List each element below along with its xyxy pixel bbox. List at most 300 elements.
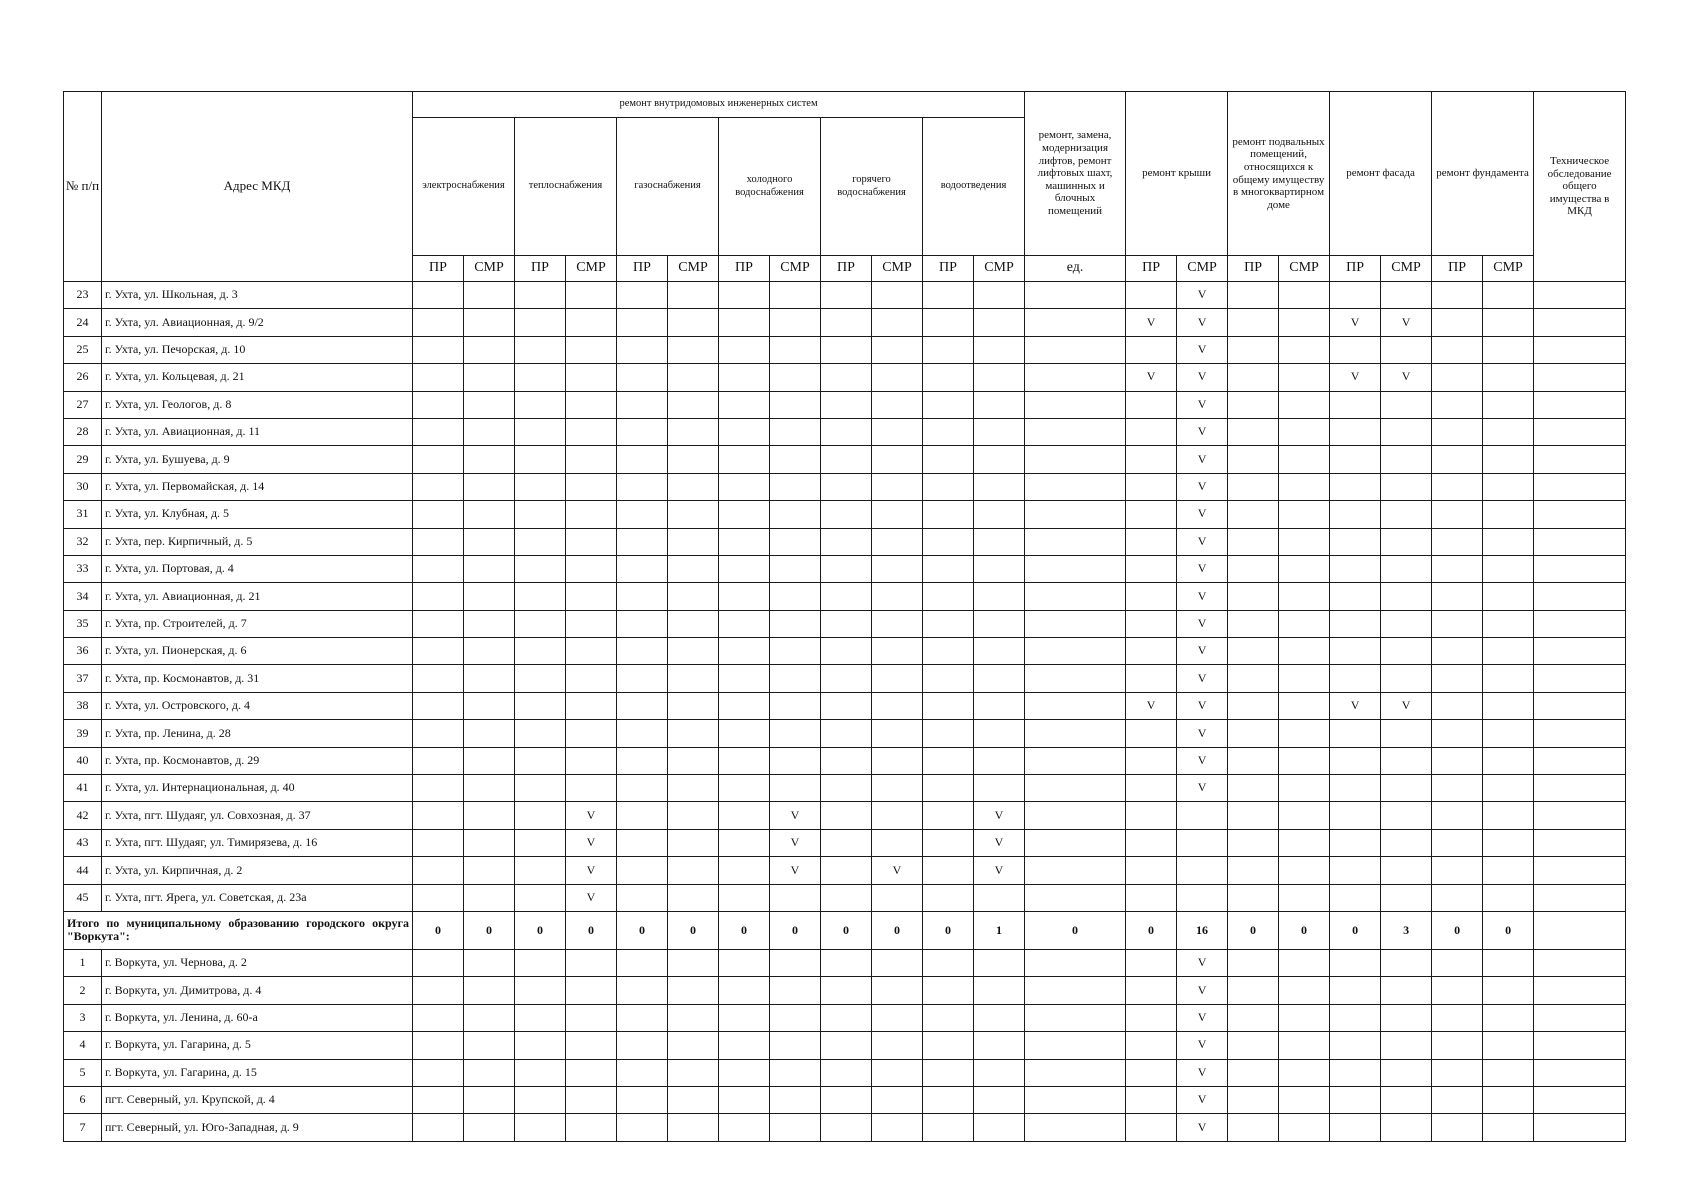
cell-heat-pr <box>515 1086 566 1113</box>
row-number: 35 <box>64 610 102 637</box>
cell-found-smr <box>1483 1114 1534 1141</box>
cell-roof-pr <box>1126 1004 1177 1031</box>
cell-found-smr <box>1483 501 1534 528</box>
cell-heat-pr <box>515 610 566 637</box>
cell-base-smr <box>1279 555 1330 582</box>
cell-survey <box>1534 720 1626 747</box>
cell-cold-pr <box>719 309 770 336</box>
cell-base-pr <box>1228 884 1279 911</box>
cell-hot-pr <box>821 949 872 976</box>
cell-elec-smr <box>464 583 515 610</box>
cell-cold-smr <box>770 1059 821 1086</box>
cell-base-pr <box>1228 1086 1279 1113</box>
cell-hot-pr <box>821 802 872 829</box>
cell-facade-smr <box>1381 418 1432 445</box>
cell-heat-pr <box>515 555 566 582</box>
row-number: 23 <box>64 282 102 309</box>
cell-heat-smr <box>566 282 617 309</box>
cell-hot-pr <box>821 555 872 582</box>
cell-cold-pr <box>719 977 770 1004</box>
cell-base-pr <box>1228 555 1279 582</box>
cell-cold-pr <box>719 446 770 473</box>
cell-base-smr <box>1279 1059 1330 1086</box>
header-facade: ремонт фасада <box>1330 92 1432 256</box>
cell-drain-pr <box>923 282 974 309</box>
cell-gas-smr <box>668 1004 719 1031</box>
cell-base-pr <box>1228 692 1279 719</box>
cell-drain-pr <box>923 1086 974 1113</box>
row-number: 5 <box>64 1059 102 1086</box>
cell-survey <box>1534 336 1626 363</box>
cell-facade-pr <box>1330 501 1381 528</box>
cell-facade-smr <box>1381 555 1432 582</box>
table-row <box>64 1114 1626 1141</box>
cell-drain-smr <box>974 692 1025 719</box>
cell-gas-pr <box>617 446 668 473</box>
cell-lift <box>1025 884 1126 911</box>
cell-roof-smr: V <box>1177 747 1228 774</box>
cell-found-smr <box>1483 1032 1534 1059</box>
table-row <box>64 692 1626 719</box>
header-num: № п/п <box>64 92 102 282</box>
cell-base-pr <box>1228 1004 1279 1031</box>
row-number: 28 <box>64 418 102 445</box>
table-row <box>64 857 1626 884</box>
table-row <box>64 977 1626 1004</box>
cell-drain-pr <box>923 418 974 445</box>
cell-elec-pr <box>413 692 464 719</box>
cell-facade-smr <box>1381 884 1432 911</box>
row-number: 7 <box>64 1114 102 1141</box>
cell-drain-pr <box>923 610 974 637</box>
cell-heat-pr <box>515 364 566 391</box>
cell-elec-pr <box>413 1086 464 1113</box>
cell-drain-smr <box>974 1032 1025 1059</box>
cell-base-smr <box>1279 829 1330 856</box>
cell-gas-pr <box>617 473 668 500</box>
cell-drain-smr <box>974 747 1025 774</box>
cell-heat-smr <box>566 473 617 500</box>
cell-found-pr <box>1432 775 1483 802</box>
cell-facade-pr <box>1330 977 1381 1004</box>
cell-drain-smr <box>974 720 1025 747</box>
cell-gas-pr <box>617 1086 668 1113</box>
cell-heat-smr <box>566 1004 617 1031</box>
cell-found-pr <box>1432 720 1483 747</box>
cell-base-smr <box>1279 364 1330 391</box>
cell-elec-smr <box>464 391 515 418</box>
cell-roof-smr: V <box>1177 638 1228 665</box>
cell-roof-smr <box>1177 884 1228 911</box>
cell-hot-smr <box>872 501 923 528</box>
cell-gas-smr <box>668 364 719 391</box>
cell-base-smr <box>1279 857 1330 884</box>
cell-lift <box>1025 829 1126 856</box>
cell-elec-pr <box>413 857 464 884</box>
cell-drain-pr <box>923 829 974 856</box>
row-address: г. Ухта, пгт. Ярега, ул. Советская, д. 23а <box>102 884 413 911</box>
row-address: г. Ухта, ул. Кольцевая, д. 21 <box>102 364 413 391</box>
cell-heat-pr <box>515 720 566 747</box>
cell-gas-smr <box>668 528 719 555</box>
row-number: 30 <box>64 473 102 500</box>
table-row <box>64 775 1626 802</box>
cell-found-smr <box>1483 775 1534 802</box>
cell-roof-smr: V <box>1177 583 1228 610</box>
row-number: 44 <box>64 857 102 884</box>
cell-hot-pr <box>821 336 872 363</box>
cell-heat-smr <box>566 775 617 802</box>
cell-heat-pr <box>515 775 566 802</box>
header-smr-base: СМР <box>1279 256 1330 282</box>
header-foundation: ремонт фундамента <box>1432 92 1534 256</box>
cell-elec-pr <box>413 1004 464 1031</box>
cell-hot-pr <box>821 977 872 1004</box>
cell-roof-smr <box>1177 857 1228 884</box>
cell-base-smr <box>1279 446 1330 473</box>
cell-lift <box>1025 720 1126 747</box>
cell-drain-pr <box>923 364 974 391</box>
cell-facade-pr <box>1330 1086 1381 1113</box>
cell-drain-smr <box>974 583 1025 610</box>
cell-cold-pr <box>719 1004 770 1031</box>
cell-drain-pr <box>923 336 974 363</box>
cell-hot-smr <box>872 802 923 829</box>
cell-found-pr <box>1432 829 1483 856</box>
cell-drain-smr <box>974 364 1025 391</box>
header-inner-systems: ремонт внутридомовых инженерных систем <box>413 92 1025 118</box>
cell-base-pr <box>1228 1059 1279 1086</box>
cell-gas-smr <box>668 665 719 692</box>
cell-lift <box>1025 391 1126 418</box>
cell-cold-pr <box>719 802 770 829</box>
cell-gas-pr <box>617 1004 668 1031</box>
cell-elec-smr <box>464 692 515 719</box>
cell-elec-pr <box>413 977 464 1004</box>
cell-cold-smr: V <box>770 802 821 829</box>
cell-base-pr <box>1228 501 1279 528</box>
cell-cold-pr <box>719 528 770 555</box>
cell-drain-smr <box>974 555 1025 582</box>
cell-facade-pr <box>1330 446 1381 473</box>
row-address: г. Ухта, пгт. Шудаяг, ул. Совхозная, д. 37 <box>102 802 413 829</box>
cell-cold-smr: V <box>770 829 821 856</box>
total-roof-pr: 0 <box>1126 911 1177 949</box>
cell-hot-smr <box>872 1004 923 1031</box>
cell-lift <box>1025 446 1126 473</box>
cell-elec-smr <box>464 1032 515 1059</box>
cell-drain-smr <box>974 610 1025 637</box>
cell-drain-pr <box>923 555 974 582</box>
cell-cold-smr <box>770 501 821 528</box>
row-number: 39 <box>64 720 102 747</box>
cell-elec-pr <box>413 364 464 391</box>
cell-gas-smr <box>668 1059 719 1086</box>
cell-found-pr <box>1432 282 1483 309</box>
cell-base-pr <box>1228 949 1279 976</box>
header-smr-heat: СМР <box>566 256 617 282</box>
cell-drain-pr <box>923 775 974 802</box>
cell-roof-smr: V <box>1177 282 1228 309</box>
cell-found-smr <box>1483 977 1534 1004</box>
cell-hot-smr <box>872 583 923 610</box>
cell-survey <box>1534 528 1626 555</box>
cell-cold-smr <box>770 638 821 665</box>
cell-roof-smr: V <box>1177 1059 1228 1086</box>
cell-drain-pr <box>923 747 974 774</box>
table-row <box>64 802 1626 829</box>
cell-hot-pr <box>821 747 872 774</box>
row-address: г. Ухта, ул. Авиационная, д. 9/2 <box>102 309 413 336</box>
cell-roof-smr: V <box>1177 1086 1228 1113</box>
row-number: 45 <box>64 884 102 911</box>
cell-roof-pr <box>1126 884 1177 911</box>
cell-lift <box>1025 665 1126 692</box>
total-facade-smr: 3 <box>1381 911 1432 949</box>
cell-cold-pr <box>719 1114 770 1141</box>
cell-roof-pr <box>1126 775 1177 802</box>
cell-elec-pr <box>413 802 464 829</box>
total-label: Итого по муниципальному образованию городского округа "Воркута": <box>64 911 413 949</box>
cell-heat-pr <box>515 884 566 911</box>
cell-drain-smr <box>974 1114 1025 1141</box>
cell-heat-smr <box>566 1059 617 1086</box>
cell-cold-smr <box>770 418 821 445</box>
cell-found-smr <box>1483 747 1534 774</box>
cell-elec-smr <box>464 720 515 747</box>
cell-roof-pr: V <box>1126 364 1177 391</box>
cell-elec-smr <box>464 949 515 976</box>
cell-base-smr <box>1279 720 1330 747</box>
cell-hot-smr <box>872 1114 923 1141</box>
cell-found-smr <box>1483 473 1534 500</box>
cell-survey <box>1534 1086 1626 1113</box>
cell-roof-pr <box>1126 391 1177 418</box>
cell-hot-smr <box>872 555 923 582</box>
cell-hot-smr <box>872 391 923 418</box>
cell-survey <box>1534 282 1626 309</box>
cell-found-pr <box>1432 309 1483 336</box>
cell-roof-smr: V <box>1177 1114 1228 1141</box>
row-number: 42 <box>64 802 102 829</box>
cell-facade-pr: V <box>1330 309 1381 336</box>
row-address: г. Воркута, ул. Гагарина, д. 5 <box>102 1032 413 1059</box>
cell-heat-smr <box>566 446 617 473</box>
cell-heat-smr <box>566 610 617 637</box>
cell-cold-smr <box>770 1114 821 1141</box>
cell-base-pr <box>1228 1032 1279 1059</box>
cell-cold-smr <box>770 1032 821 1059</box>
cell-hot-pr <box>821 583 872 610</box>
cell-hot-smr: V <box>872 857 923 884</box>
row-address: г. Ухта, ул. Островского, д. 4 <box>102 692 413 719</box>
cell-found-pr <box>1432 391 1483 418</box>
table-row <box>64 884 1626 911</box>
cell-base-pr <box>1228 720 1279 747</box>
cell-elec-smr <box>464 638 515 665</box>
cell-facade-smr <box>1381 665 1432 692</box>
cell-elec-pr <box>413 884 464 911</box>
total-base-pr: 0 <box>1228 911 1279 949</box>
cell-elec-pr <box>413 1059 464 1086</box>
cell-found-smr <box>1483 829 1534 856</box>
row-address: г. Ухта, ул. Первомайская, д. 14 <box>102 473 413 500</box>
cell-gas-smr <box>668 336 719 363</box>
cell-heat-pr <box>515 638 566 665</box>
cell-found-smr <box>1483 692 1534 719</box>
row-address: г. Ухта, ул. Клубная, д. 5 <box>102 501 413 528</box>
cell-roof-pr <box>1126 528 1177 555</box>
cell-roof-pr <box>1126 829 1177 856</box>
cell-drain-pr <box>923 391 974 418</box>
cell-elec-pr <box>413 446 464 473</box>
cell-elec-smr <box>464 446 515 473</box>
cell-found-smr <box>1483 391 1534 418</box>
cell-drain-pr <box>923 977 974 1004</box>
cell-facade-pr <box>1330 775 1381 802</box>
cell-drain-smr <box>974 473 1025 500</box>
row-address: г. Ухта, ул. Геологов, д. 8 <box>102 391 413 418</box>
cell-roof-pr: V <box>1126 692 1177 719</box>
cell-elec-pr <box>413 555 464 582</box>
cell-found-pr <box>1432 977 1483 1004</box>
cell-hot-pr <box>821 638 872 665</box>
cell-drain-pr <box>923 692 974 719</box>
cell-roof-smr: V <box>1177 692 1228 719</box>
cell-roof-smr: V <box>1177 665 1228 692</box>
cell-heat-smr <box>566 309 617 336</box>
row-number: 32 <box>64 528 102 555</box>
cell-hot-pr <box>821 1032 872 1059</box>
cell-roof-smr: V <box>1177 720 1228 747</box>
cell-roof-smr <box>1177 829 1228 856</box>
row-address: пгт. Северный, ул. Юго-Западная, д. 9 <box>102 1114 413 1141</box>
cell-hot-pr <box>821 282 872 309</box>
cell-drain-pr <box>923 665 974 692</box>
cell-cold-smr <box>770 747 821 774</box>
cell-base-smr <box>1279 692 1330 719</box>
cell-heat-pr <box>515 857 566 884</box>
cell-elec-pr <box>413 665 464 692</box>
cell-found-pr <box>1432 473 1483 500</box>
cell-found-smr <box>1483 555 1534 582</box>
cell-facade-pr: V <box>1330 692 1381 719</box>
total-roof-smr: 16 <box>1177 911 1228 949</box>
cell-cold-pr <box>719 949 770 976</box>
cell-roof-pr <box>1126 501 1177 528</box>
table-row <box>64 528 1626 555</box>
total-base-smr: 0 <box>1279 911 1330 949</box>
cell-cold-smr <box>770 364 821 391</box>
cell-elec-smr <box>464 364 515 391</box>
row-number: 24 <box>64 309 102 336</box>
cell-lift <box>1025 282 1126 309</box>
cell-gas-smr <box>668 610 719 637</box>
header-system-hot-water: горячего водоснабжения <box>821 118 923 256</box>
cell-cold-pr <box>719 473 770 500</box>
header-system-gas: газоснабжения <box>617 118 719 256</box>
cell-drain-smr: V <box>974 802 1025 829</box>
cell-roof-pr <box>1126 949 1177 976</box>
cell-heat-pr <box>515 829 566 856</box>
cell-heat-pr <box>515 1114 566 1141</box>
cell-found-pr <box>1432 747 1483 774</box>
cell-base-pr <box>1228 638 1279 665</box>
cell-heat-smr: V <box>566 829 617 856</box>
cell-gas-pr <box>617 501 668 528</box>
cell-drain-smr <box>974 884 1025 911</box>
cell-hot-smr <box>872 1032 923 1059</box>
cell-cold-pr <box>719 583 770 610</box>
cell-hot-smr <box>872 829 923 856</box>
cell-found-pr <box>1432 528 1483 555</box>
cell-cold-pr <box>719 336 770 363</box>
cell-cold-smr <box>770 446 821 473</box>
cell-drain-smr <box>974 1086 1025 1113</box>
cell-heat-pr <box>515 665 566 692</box>
total-facade-pr: 0 <box>1330 911 1381 949</box>
cell-gas-smr <box>668 857 719 884</box>
table-row <box>64 829 1626 856</box>
cell-gas-pr <box>617 583 668 610</box>
cell-hot-pr <box>821 884 872 911</box>
cell-lift <box>1025 638 1126 665</box>
cell-roof-pr <box>1126 282 1177 309</box>
cell-lift <box>1025 473 1126 500</box>
cell-found-pr <box>1432 610 1483 637</box>
cell-elec-pr <box>413 336 464 363</box>
cell-facade-smr <box>1381 528 1432 555</box>
total-hot-pr: 0 <box>821 911 872 949</box>
cell-heat-smr <box>566 528 617 555</box>
cell-elec-smr <box>464 1004 515 1031</box>
cell-gas-smr <box>668 309 719 336</box>
header-unit-lift: ед. <box>1025 256 1126 282</box>
cell-gas-smr <box>668 391 719 418</box>
cell-survey <box>1534 555 1626 582</box>
cell-gas-pr <box>617 747 668 774</box>
cell-heat-pr <box>515 583 566 610</box>
cell-cold-smr <box>770 583 821 610</box>
table-row <box>64 1004 1626 1031</box>
cell-base-smr <box>1279 309 1330 336</box>
cell-drain-pr <box>923 473 974 500</box>
cell-drain-smr <box>974 336 1025 363</box>
cell-heat-smr <box>566 949 617 976</box>
row-number: 43 <box>64 829 102 856</box>
cell-heat-smr <box>566 1114 617 1141</box>
cell-facade-pr <box>1330 391 1381 418</box>
cell-heat-pr <box>515 391 566 418</box>
cell-gas-smr <box>668 977 719 1004</box>
cell-lift <box>1025 1032 1126 1059</box>
header-pr-elec: ПР <box>413 256 464 282</box>
cell-roof-smr: V <box>1177 309 1228 336</box>
cell-gas-pr <box>617 1059 668 1086</box>
row-address: г. Ухта, ул. Печорская, д. 10 <box>102 336 413 363</box>
cell-roof-smr: V <box>1177 949 1228 976</box>
cell-hot-smr <box>872 364 923 391</box>
cell-facade-smr <box>1381 391 1432 418</box>
cell-base-smr <box>1279 610 1330 637</box>
row-number: 31 <box>64 501 102 528</box>
cell-found-pr <box>1432 583 1483 610</box>
cell-drain-smr <box>974 949 1025 976</box>
row-address: г. Ухта, пр. Строителей, д. 7 <box>102 610 413 637</box>
cell-lift <box>1025 418 1126 445</box>
row-address: г. Ухта, ул. Авиационная, д. 21 <box>102 583 413 610</box>
cell-cold-smr <box>770 473 821 500</box>
